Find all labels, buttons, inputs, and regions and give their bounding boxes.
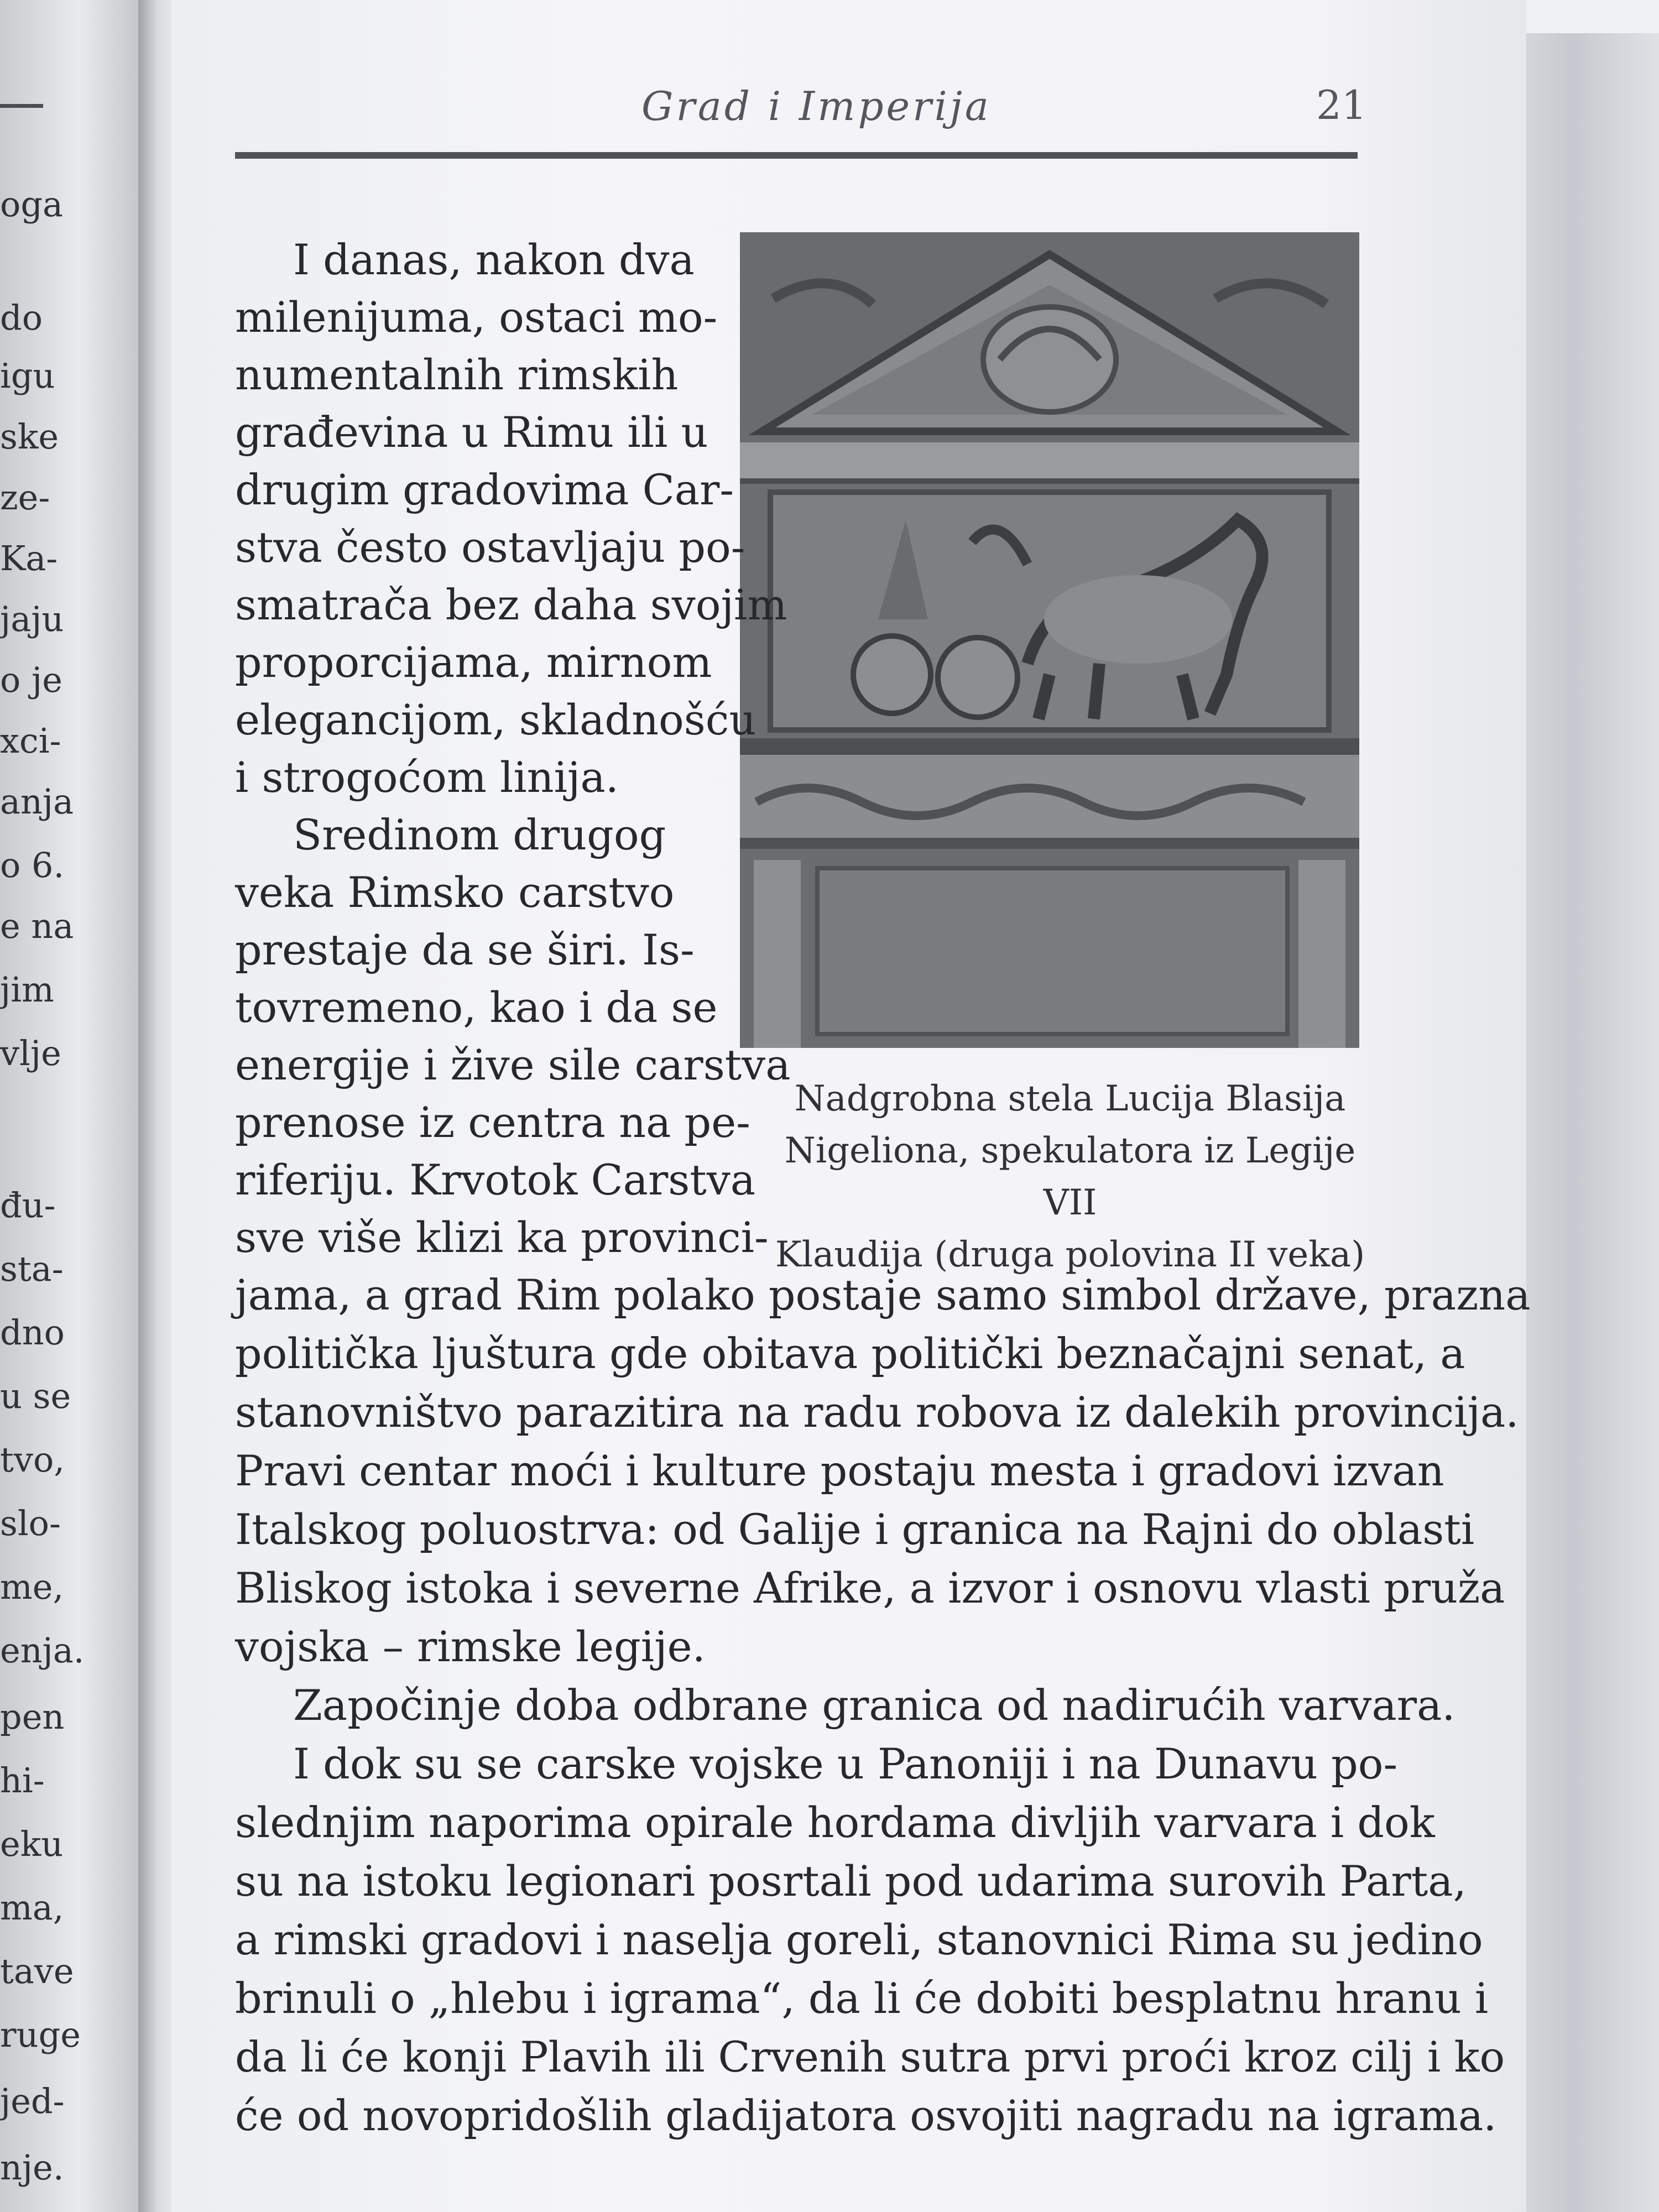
stele-relief-illustration: [740, 232, 1359, 1048]
body-line: I dok su se carske vojske u Panoniji i na Dunavu po-: [293, 1739, 1398, 1788]
left-fragment: u se: [0, 1376, 71, 1416]
body-line: veka Rimsko carstvo: [235, 868, 675, 917]
body-line: slednjim naporima opirale hordama divljih varvara i dok: [235, 1798, 1435, 1847]
body-line: Započinje doba odbrane granica od nadirućih varvara.: [293, 1681, 1455, 1730]
body-line: smatrača bez daha svojim: [235, 580, 787, 629]
left-fragment: tvo,: [0, 1439, 65, 1480]
background-light: [1526, 0, 1659, 33]
left-page-header-rule: [0, 104, 43, 108]
left-fragment: ze-: [0, 477, 50, 518]
left-fragment: ma,: [0, 1887, 64, 1928]
caption-line: Klaudija (druga polovina II veka): [775, 1234, 1365, 1275]
caption-line: Nigeliona, spekulatora iz Legije VII: [784, 1130, 1356, 1223]
body-line: Italskog poluostrva: od Galije i granica na Rajni do oblasti: [235, 1505, 1475, 1554]
body-line: energije i žive sile carstva: [235, 1040, 791, 1089]
left-fragment: igu: [0, 356, 55, 396]
body-line: Bliskog istoka i severne Afrike, a izvor i osnovu vlasti pruža: [235, 1563, 1505, 1613]
left-fragment: anja: [0, 781, 74, 822]
grave-stele-photo: [740, 232, 1359, 1048]
body-line: brinuli o „hlebu i igrama“, da li će dobiti besplatnu hranu i: [235, 1974, 1489, 2023]
left-fragment: oga: [0, 184, 63, 225]
left-fragment: jaju: [0, 599, 64, 639]
left-fragment: sta-: [0, 1249, 64, 1289]
left-fragment: ske: [0, 416, 59, 457]
body-line: vojska – rimske legije.: [235, 1622, 706, 1671]
left-page-edge: [0, 0, 144, 2212]
page-number: 21: [1316, 82, 1367, 128]
left-fragment: jed-: [0, 2081, 65, 2121]
left-fragment: vlje: [0, 1033, 61, 1073]
left-fragment: o je: [0, 660, 62, 700]
left-fragment: do: [0, 298, 43, 338]
left-fragment: đu-: [0, 1185, 56, 1225]
header-rule: [235, 152, 1358, 159]
body-line: građevina u Rimu ili u: [235, 408, 708, 457]
left-fragment: jim: [0, 969, 54, 1010]
left-fragment: slo-: [0, 1503, 61, 1543]
body-line: stanovništvo parazitira na radu robova iz dalekih provincija.: [235, 1387, 1519, 1437]
body-line: stva često ostavljaju po-: [235, 523, 745, 572]
caption-line: Nadgrobna stela Lucija Blasija: [794, 1078, 1346, 1119]
left-fragment: hi-: [0, 1760, 45, 1801]
body-line: prestaje da se širi. Is-: [235, 925, 695, 974]
running-head: Grad i Imperija: [641, 83, 992, 129]
body-line: politička ljuštura gde obitava politički beznačajni senat, a: [235, 1329, 1465, 1378]
body-line: milenijuma, ostaci mo-: [235, 293, 718, 342]
body-line: će od novopridošlih gladijatora osvojiti nagradu na igrama.: [235, 2091, 1497, 2140]
body-line: riferiju. Krvotok Carstva: [235, 1155, 756, 1204]
body-line: prenose iz centra na pe-: [235, 1098, 750, 1147]
left-fragment: tave: [0, 1951, 74, 1991]
body-line: tovremeno, kao i da se: [235, 983, 718, 1032]
left-fragment: pen: [0, 1697, 65, 1737]
left-fragment: o 6.: [0, 845, 65, 885]
figure-caption: [766, 1073, 1374, 1281]
page-stack-edge: [1526, 33, 1659, 2212]
body-line: da li će konji Plavih ili Crvenih sutra prvi proći kroz cilj i ko: [235, 2032, 1505, 2081]
body-line: elegancijom, skladnošću: [235, 695, 757, 744]
body-line: I danas, nakon dva: [293, 235, 695, 284]
left-fragment: nje.: [0, 2147, 64, 2188]
left-fragment: Ka-: [0, 538, 58, 578]
left-fragment: eku: [0, 1824, 64, 1864]
body-line: drugim gradovima Car-: [235, 465, 734, 514]
body-line: a rimski gradovi i naselja goreli, stanovnici Rima su jedino: [235, 1915, 1483, 1964]
body-line: Sredinom drugog: [293, 810, 666, 859]
body-line: Pravi centar moći i kulture postaju mesta i gradovi izvan: [235, 1446, 1444, 1495]
left-fragment: ruge: [0, 2015, 81, 2055]
body-line: proporcijama, mirnom: [235, 638, 712, 687]
left-fragment: dno: [0, 1312, 65, 1353]
left-fragment: enja.: [0, 1630, 85, 1671]
body-line: jama, a grad Rim polako postaje samo simbol države, prazna: [235, 1270, 1531, 1319]
left-fragment: xci-: [0, 721, 61, 761]
body-line: sve više klizi ka provinci-: [235, 1213, 769, 1262]
body-line: numentalnih rimskih: [235, 350, 679, 399]
left-fragment: me,: [0, 1567, 64, 1607]
body-line: i strogoćom linija.: [235, 753, 619, 802]
body-line: su na istoku legionari posrtali pod udarima surovih Parta,: [235, 1856, 1467, 1906]
left-fragment: e na: [0, 906, 74, 946]
